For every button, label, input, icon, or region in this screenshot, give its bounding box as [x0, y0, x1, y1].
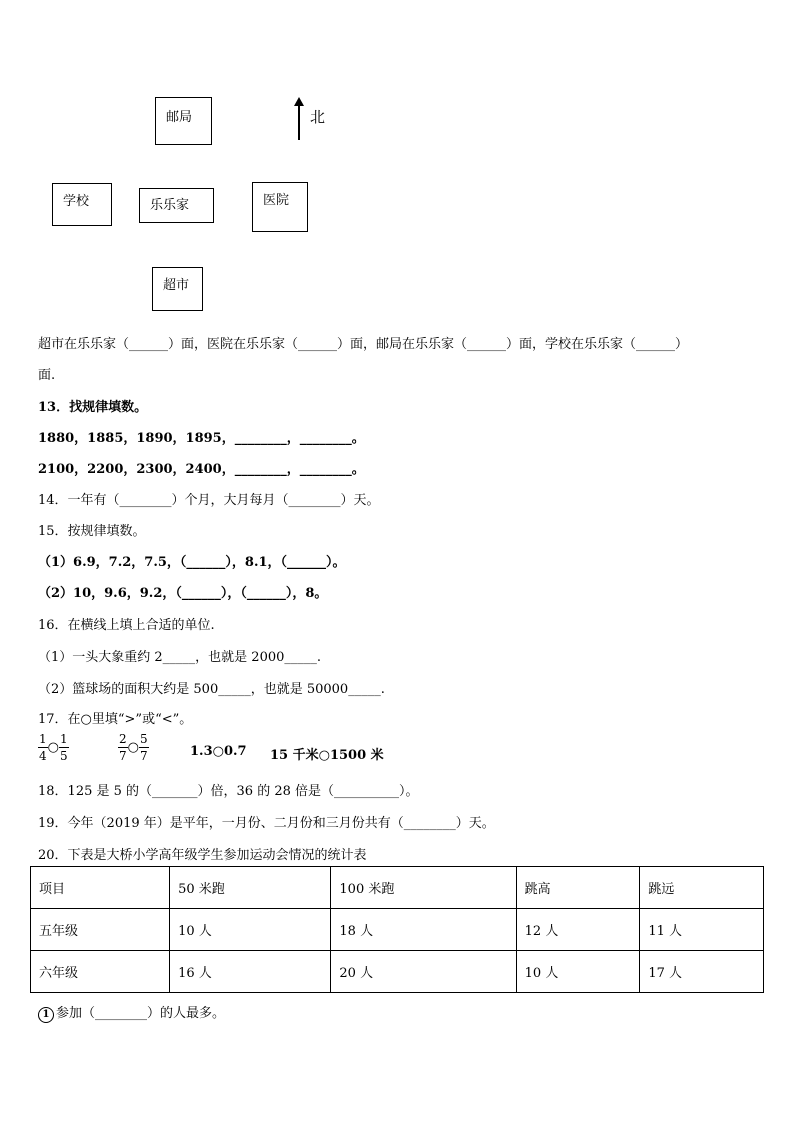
q18-line: 18．125 是 5 的（_______）倍，36 的 28 倍是（__________）。 [38, 784, 419, 799]
q14-line: 14．一年有（________）个月，大月每月（________）天。 [38, 493, 380, 508]
hospital-box [252, 182, 308, 232]
hospital-label: 医院 [263, 193, 290, 208]
table-cell: 10 人 [170, 909, 331, 951]
q17-item2 [118, 733, 149, 762]
post-office-box [155, 97, 212, 145]
q13-row1: 1880，1885，1890，1895，________，________。 [38, 431, 365, 446]
north-label: 北 [310, 108, 326, 126]
table-cell: 20 人 [331, 951, 516, 993]
table-header-cell: 跳高 [516, 867, 640, 909]
table-row [31, 951, 764, 993]
q15-row2: （2）10，9.6，9.2，（______），（______），8。 [38, 586, 328, 601]
north-arrow-shaft [298, 104, 300, 140]
supermarket-label: 超市 [163, 278, 190, 293]
q17-item1 [38, 733, 69, 762]
q17-fraction-d: $\frac{5}{7}$ [139, 732, 148, 763]
school-label: 学校 [63, 194, 90, 209]
q17-item4: 15 千米○1500 米 [270, 748, 384, 763]
table-cell: 16 人 [170, 951, 331, 993]
table-cell: 五年级 [31, 909, 170, 951]
q20-title: 20．下表是大桥小学高年级学生参加运动会情况的统计表 [38, 848, 367, 863]
q19-line: 19．今年（2019 年）是平年，一月份、二月份和三月份共有（________）天。 [38, 816, 495, 831]
supermarket-box [152, 267, 203, 311]
table-header-cell: 50 米跑 [170, 867, 331, 909]
q15-title: 15．按规律填数。 [38, 524, 146, 539]
q16-title: 16．在横线上填上合适的单位. [38, 618, 215, 633]
school-box [52, 183, 112, 226]
table-cell: 六年级 [31, 951, 170, 993]
q20-sub1-text: 参加（________）的人最多。 [56, 1006, 226, 1021]
table-header-cell: 项目 [31, 867, 170, 909]
table-cell: 17 人 [640, 951, 764, 993]
q17-circle-1: ○ [47, 740, 59, 755]
table-cell: 11 人 [640, 909, 764, 951]
q17-fraction-c: $\frac{2}{7}$ [119, 732, 127, 763]
table-header-row [31, 867, 764, 909]
table-header-cell: 100 米跑 [331, 867, 516, 909]
q16-row2: （2）篮球场的面积大约是 500_____，也就是 50000_____. [38, 682, 385, 697]
q13-title: 13．找规律填数。 [38, 400, 148, 415]
q16-row1: （1）一头大象重约 2_____，也就是 2000_____. [38, 650, 322, 665]
table-row [31, 909, 764, 951]
lele-home-box [139, 188, 214, 223]
table-header-cell: 跳远 [640, 867, 764, 909]
stats-table [30, 866, 764, 993]
post-office-label: 邮局 [166, 110, 193, 125]
table-cell: 12 人 [516, 909, 640, 951]
q12-line2: 面. [38, 368, 56, 383]
table-cell: 10 人 [516, 951, 640, 993]
q17-fraction-a: $\frac{1}{4}$ [39, 732, 47, 763]
table-cell: 18 人 [331, 909, 516, 951]
q20-sub1 [38, 1002, 225, 1023]
q12-line1: 超市在乐乐家（______）面，医院在乐乐家（______）面，邮局在乐乐家（______）面，学校在乐乐家（______） [38, 337, 689, 352]
q17-fraction-b: $\frac{1}{5}$ [59, 732, 68, 763]
q17-circle-2: ○ [127, 740, 139, 755]
lele-home-label: 乐乐家 [150, 198, 190, 213]
q17-item3: 1.3○0.7 [190, 744, 247, 759]
circled-number-one: 1 [38, 1007, 54, 1023]
q13-row2: 2100，2200，2300，2400，________，________。 [38, 462, 365, 477]
q17-title: 17．在○里填“>”或“<”。 [38, 712, 193, 727]
q15-row1: （1）6.9，7.2，7.5，（______），8.1，（______）。 [38, 555, 346, 570]
